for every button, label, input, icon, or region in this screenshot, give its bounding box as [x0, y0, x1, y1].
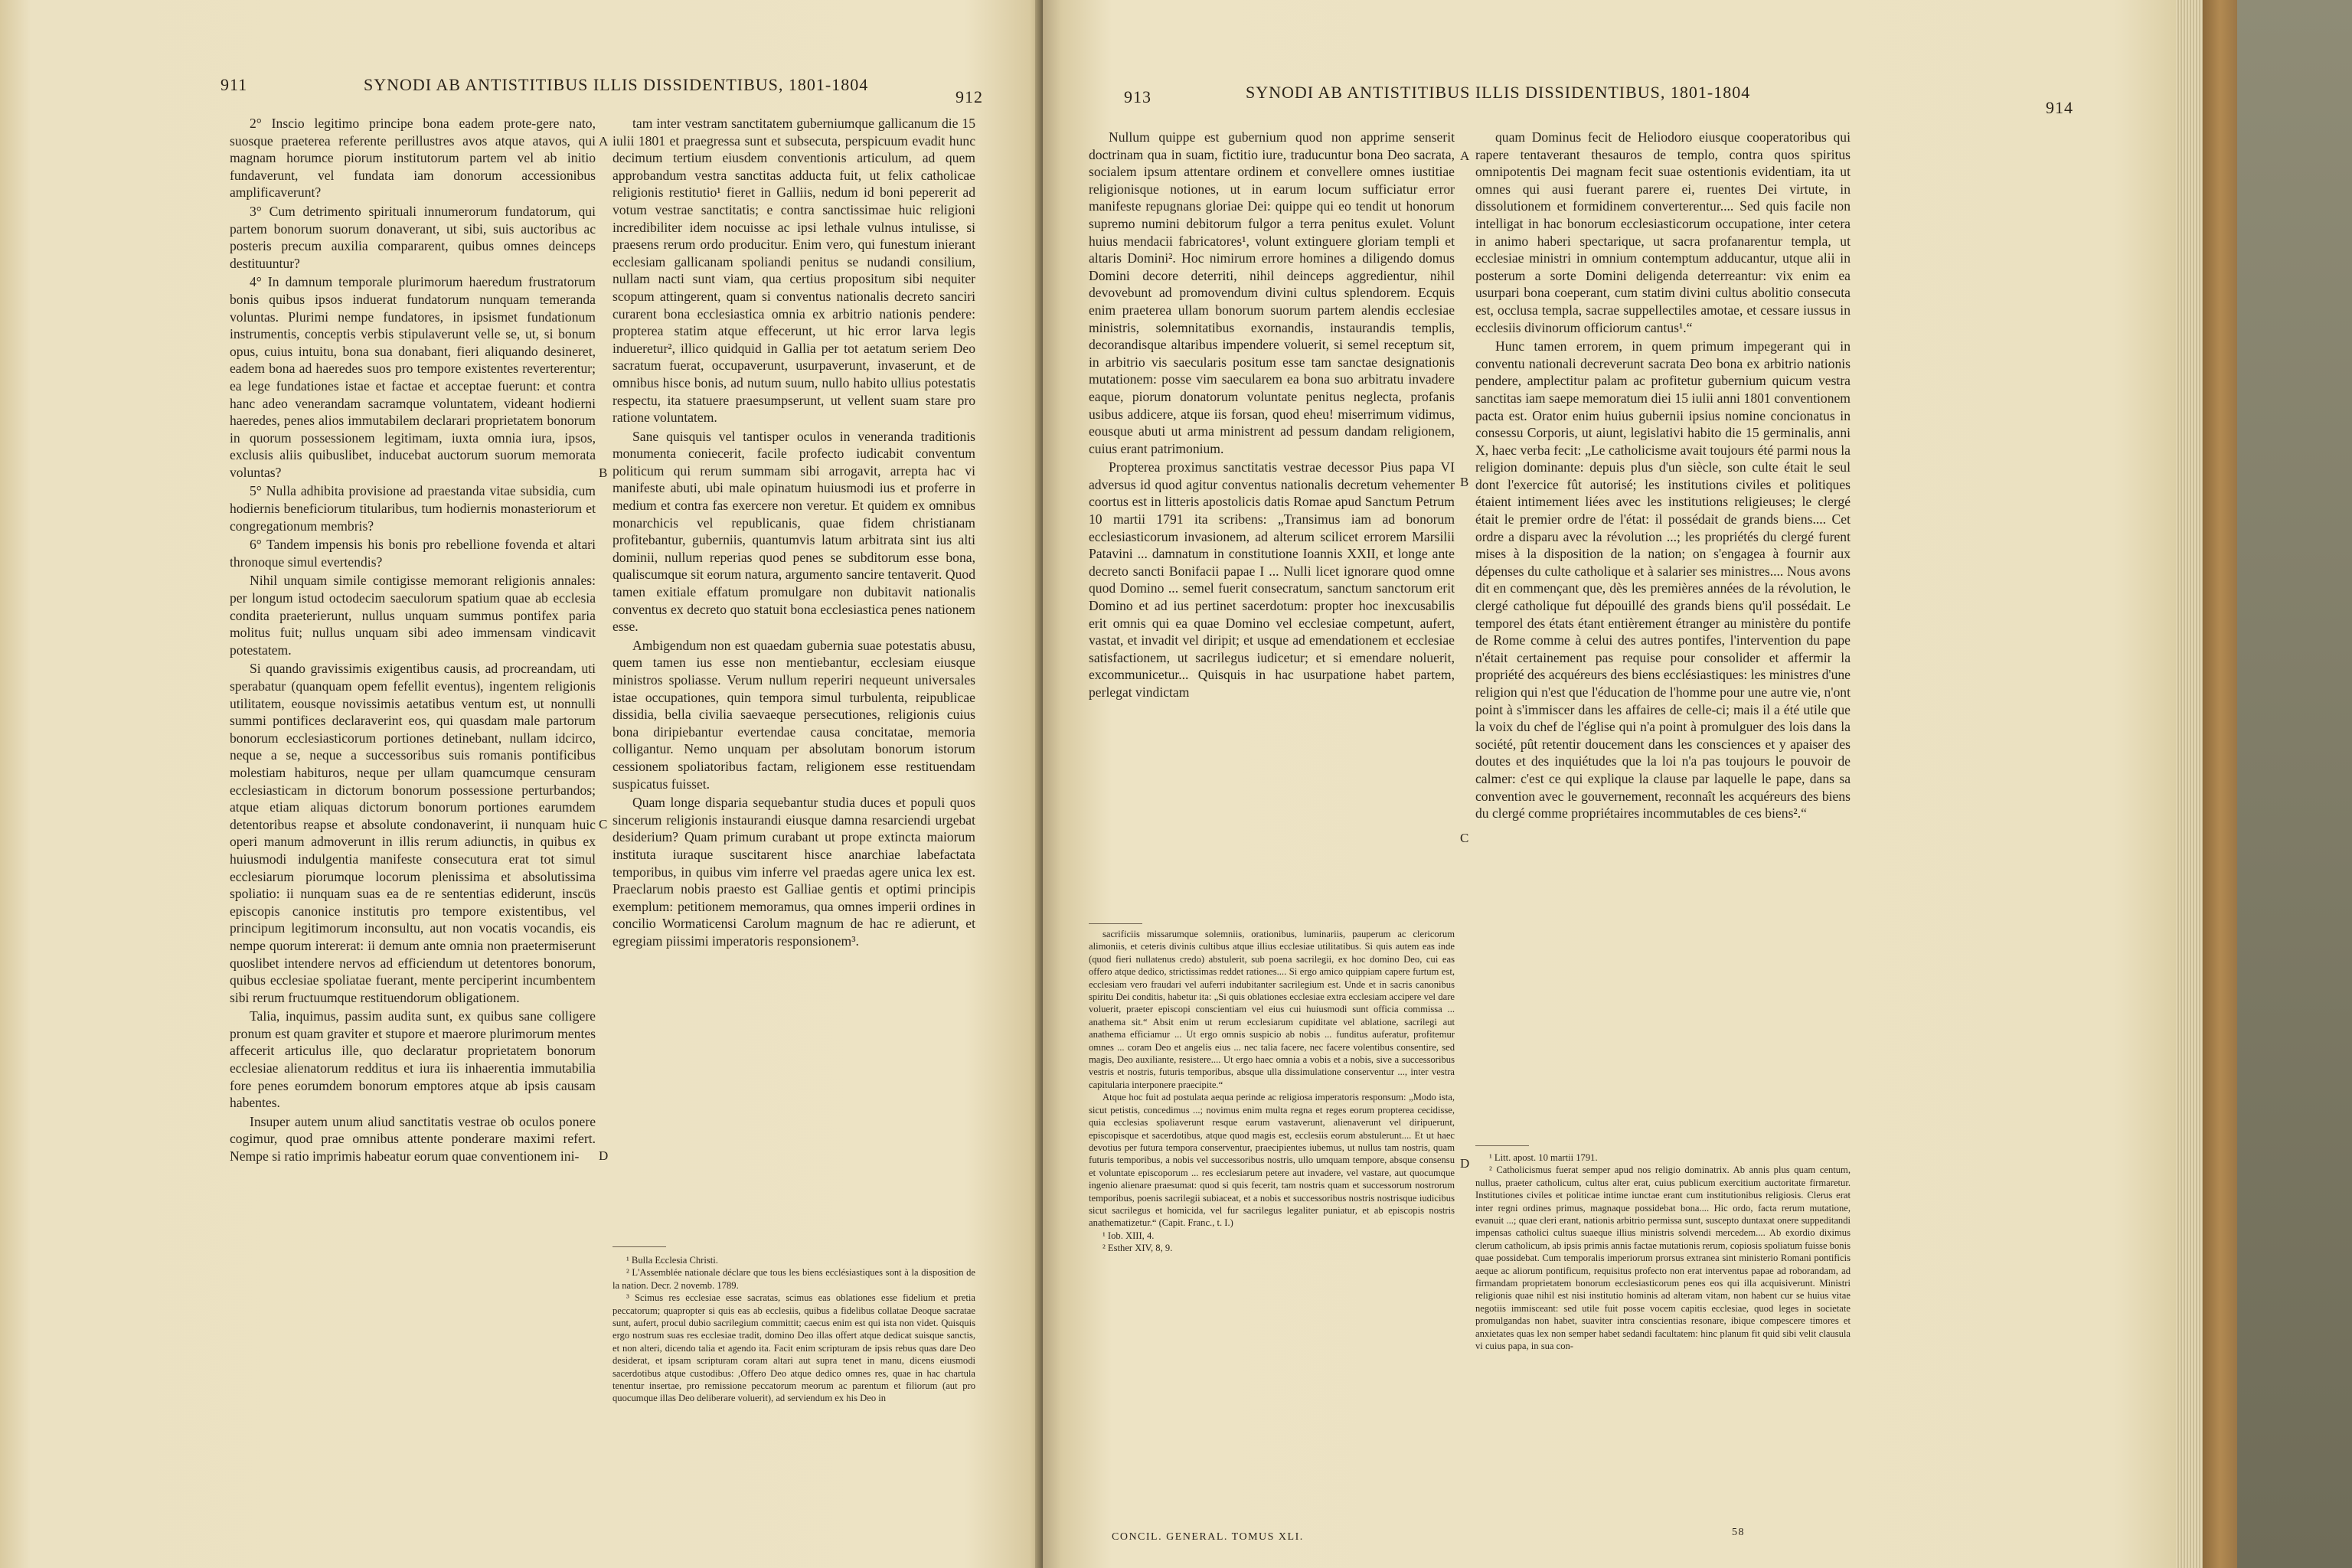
margin-letter-b: B: [599, 466, 608, 480]
paragraph: 3° Cum detrimento spirituali innumerorum fundatorum, qui partem bonorum suorum donaverant, ut sibi, suis auctoribus ac posteris precum auxilia compararent, quibus omnes deinceps destituuntur?: [230, 203, 596, 271]
paragraph: Si quando gravissimis exigentibus causis, ad procreandam, uti sperabatur (quanquam opem fefellit eventus), ingentem religionis utilitatem, eousque novissimis aetatibus ventum est, ut nonnulli summi pontifices declaraverint eos, qui quasdam male partorum bonorum ecclesiasticorum portiones detinebant, nullam idcirco, neque a se, neque a successoribus suis romanis pontificibus molestiam habituros, neque per ullam quamcumque censuram ecclesiasticam in dictorum bonorum possessione perturbandos; atque etiam aliquas dictorum bonorum portiones earumdem detentoribus reapse et absolute condonaverint, ii nunquam huic operi manum admoverunt in illis rerum adiunctis, in quibus ex huiusmodi indulgentia manifeste consecutura erat tot simul ecclesiarum piorumque locorum plenissima et absolutissima spoliatio: ii nunquam suas ea de re sententias ediderunt, inscüs episcopis canonice institutis pro tempore existentibus, vel principum legitimorum inconsultu, aut non vocatis vocandis, eis nempe quorum intererat: ii demum ante omnia non praetermiserunt quoslibet intendere nervos ad efficiendum ut detentores bonorum, quibus ecclesiae spoliatae fuerant, mente perciperint incumbentem sibi rerum fructuumque restituendorum obligationem.: [230, 661, 596, 1005]
book-cover-edge: [2203, 0, 2237, 1568]
page-stack-edge: [2176, 0, 2203, 1568]
paragraph: 4° In damnum temporale plurimorum haeredum frustratorum bonis quibus ipsos induerat fundatorum nunquam temeranda voluntas. Plurimi nempe fundatores, in ipsismet fundationum instrumentis, conceptis verbis stipulaverunt velle se, ut, si bonum opus, cuius intuitu, bona sua donabant, fieri aliquando desineret, eadem bona ad haeredes suos pro tempore existentes reverterentur; ea lege fundationes istae et factae et acceptae fuerunt: et contra hanc adeo venerandam sacramque voluntatem, videant hodierni haeredes, penes alios immutabilem declarari proprietatem bonorum in quorum possessionem legitimam, iuxta omnia iura, ipsos, exclusis aliis quibuslibet, inducebat auctorum suorum memorata voluntas?: [230, 274, 596, 480]
right-column-2: [1475, 129, 1851, 824]
paragraph: tam inter vestram sanctitatem guberniumque gallicanum die 15 iulii 1801 et praegressa sunt et subsecuta, perspicuum evadit hunc decimum tertium eiusdem conventionis articulum, ad quem approbandum vestra sanctitas adducta fuit, ut felix catholicae religionis restitutio¹ fieret in Galliis, nedum id boni pepererit ad votum vestrae sanctitatis; e contra sanctissimae huic religioni incredibiliter idem nocuisse ac ipsi lethale vulnus intulisse, si praesens rerum ordo producitur. Enim vero, qui funestum inierant ecclesiam gallicanam spoliandi penitus se nudandi consilium, nullam nacti sunt viam, qua certius propositum sibi nequiter scopum attingerent, quam si conventus nationalis decreto sanciri curarent bona ecclesiastica omnia ex arbitrio nationis pendere: propterea statim atque effecerunt, ut hic error larva legis indueretur², illico quidquid in Gallia per tot aetatum seriem Deo sacratum fuerat, occupaverunt, usurpaverunt, invaserunt, et de omnibus hisce bonis, ad nutum suum, nullo habito ullius potestatis respectu, ita statuere praesumpserunt, ut vellent suam stare pro ratione voluntatem.: [612, 116, 975, 426]
footnote: ² L'Assemblée nationale déclare que tous les biens ecclésiastiques sont à la disposition de la nation. Decr. 2 novemb. 1789.: [612, 1267, 975, 1291]
footnote: ² Catholicismus fuerat semper apud nos religio dominatrix. Ab annis plus quam centum, nullus, praeter catholicum, cultus alter erat, cuius publicum exercitium auctoritate firmaretur. Institutiones civiles et politicae intime iunctae erant cum institutionibus religiosis. Clerus erat inter regni ordines primus, magnaque possidebat bona.... Hic ordo, facta rerum mutatione, evanuit ...; quae cleri erant, nationis arbitrio permissa sunt, suscepto duntaxat onere suppeditandi impensas catholici cultus suaeque illius ministris solvendi mercedem.... Ab exordio diximus clerum catholicum, ab ipsis primis annis factae mutationis rerum, copiosis spoliatum fuisse bonis quae possidebat. Cum temporalis imperiorum prorsus extranea sint ministerio Romani pontificis aeque ac aliorum pontificum, requisitus profecto non erat interventus papae ad roborandam, ad firmandam proprietatem bonorum ecclesiasticorum penes eos qui illa acquisiverunt. Ministri religionis quae nihil est nisi institutio hominis ad alteram vitam, non habent cur se huius vitae negotiis immisceant: sed utile fuit posse vocem capitis ecclesiae, quod leges in societate promulgandas non habet, suaviter intra conscientias resonare, ibique compescere timores et anxietates quas lex non semper habet sedandi facultatem: hinc planum fit quid sibi velit clausula vi cuius papa, in sua con-: [1475, 1165, 1851, 1352]
table-surface: [2237, 0, 2352, 1568]
margin-letter-b-right: B: [1460, 475, 1469, 489]
left-footnotes: [612, 1254, 975, 1405]
signature-number: 58: [1732, 1527, 1745, 1538]
signature-mark: CONCIL. GENERAL. TOMUS XLI.: [1112, 1531, 1304, 1543]
page-number-911: 911: [220, 75, 248, 94]
paragraph: Hunc tamen errorem, in quem primum impegerant qui in conventu nationali decreverunt sacrata Deo bona ex arbitrio nationis pendere, amplectitur palam ac profitetur gubernium quicum vestra sanctitas iam saepe memoratum diei 15 iulii anni 1801 conventionem pacta est. Orator enim huius gubernii ipsius nomine concionatus in consessu Corporis, ut aiunt, legislativi habito die 15 germinalis, anni X, haec verba fecit: „Le catholicisme avait toujours été parmi nous la religion dominante: depuis plus d'un siècle, son culte était le seul dont l'exercice fût autorisé; les institutions civiles et politiques étaient intimement liées avec les institutions religieuses; le clergé était le premier ordre de l'état: il possédait de grands biens.... Cet ordre a disparu avec la révolution ...; les propriétés du clergé furent mises à la disposition de la nation; on s'engagea à fournir aux dépenses du culte catholique et à salarier ses ministres.... Nous avons dit en commençant que, dès les premières années de la révolution, le clergé catholique fut dépouillé des grands biens qu'il possédait. Le temporel des états étant entièrement étranger au ministère du pontife de Rome comme à celui des autres pontifes, l'intervention du pape n'était certainement pas requise pour consolider et affermir la propriété des acquéreurs des biens ecclésiastiques: les ministres d'une religion qui n'est que l'éducation de l'homme pour une autre vie, n'ont point à s'immiscer dans les affaires de celle-ci; mais il a été utile que la voix du chef de l'église qui n'a point à promulguer des lois dans la société, pût retentir doucement dans les consciences et y apaiser des doutes et des inquiétudes que la loi n'a pas toujours le pouvoir de calmer: c'est ce qui explique la clause par laquelle le pape, dans sa convention avec le gouvernement, reconnaît les acquéreurs des biens du clergé comme propriétaires incommutables de ces biens².“: [1475, 338, 1851, 822]
paragraph: Sane quisquis vel tantisper oculos in veneranda traditionis monumenta coniecerit, facile profecto iudicabit conventum politicum qui rerum summam sibi arrogavit, arrepta hac vi manifeste abuti, ubi male opinatum huiusmodi ius et proferre in medium et contra fas exercere non veretur. Et quidem ex omnibus monarchicis vel republicanis, quae fidem christianam profitebantur, guberniis, quantumvis latum arbitrata sint ius alti dominii, nullum reperias quod penes se subditorum esse bona, qualiscumque sit eorum natura, argumento sancire tentaverit. Quod tamen exitiale effatum promulgare non dubitavit nationalis conventus ex decreto quo statuit bona ecclesiastica penes nationem esse.: [612, 428, 975, 635]
margin-letter-a: A: [599, 134, 609, 149]
running-title-left: SYNODI AB ANTISTITIBUS ILLIS DISSIDENTIBUS, 1801-1804: [364, 75, 869, 94]
paragraph: 2° Inscio legitimo principe bona eadem prote-gere nato, suosque praeterea referente perillustres avos atque atavos, qui magnam horumce piorum institutorum partem vel ab initio fundaverunt, vel fundata iam donorum accessionibus amplificaverunt?: [230, 116, 596, 201]
left-page: [0, 0, 1041, 1568]
left-column-2: [612, 115, 975, 952]
footnote-rule-right: [1089, 923, 1142, 924]
left-column-1: [230, 115, 596, 1167]
footnote: ¹ Bulla Ecclesia Christi.: [626, 1255, 718, 1266]
margin-letter-d-right: D: [1460, 1156, 1470, 1171]
footnote: ² Esther XIV, 8, 9.: [1102, 1243, 1173, 1254]
paragraph: Ambigendum non est quaedam gubernia suae potestatis abusu, quem tamen ius esse non mentiebantur, ecclesiam eiusque ministros spoliasse. Verum nullum reperiri nequeunt universales istae occupationes, quin tempora simul turbulenta, reipublicae dissidia, bella civilia saevaeque persecutiones, religionis cuius bona diripiebantur evertendae causa concitatae, memoria colligantur. Nemo unquam per absolutam bonorum istorum cessionem spoliatoribus factam, religionem esse restituendam suspicatus fuisset.: [612, 637, 975, 792]
page-number-913: 913: [1124, 87, 1152, 106]
paragraph: Nullum quippe est gubernium quod non apprime senserit doctrinam qua in suam, fictitio iure, traducuntur bona Deo sacrata, socialem ipsum attentare ordinem et convellere omnes iustitiae religionisque notiones, ut in earum locum sufficiatur error manifeste repugnans gloriae Dei: quippe qui eo tendit ut honorum supremo numini debitorum fulgor a terra penitus exulet. Volunt huius mendacii fabricatores¹, volunt extinguere gloriam templi et altaris Domini². Hoc nimirum errore homines a diligendo domus Domini decore deterriti, nihil deinceps aggredientur, nihil devovebunt ad promovendum divini cultus splendorem. Ecquis enim praeterea ullam bonorum suorum partem alendis ecclesiae ministris, solemnitatibus exornandis, instaurandis templis, decorandisque altaribus impendere voluerit, si semel receptum sit, in arbitrio vis saecularis positum esse tam sanctae designationis mutationem: posse vim saecularem ea bona suo arbitratu invadere eaque, piorum donatorum voluntate penitus neglecta, profanis usibus addicere, atque iis forsan, quod eheu! miserrimum vidimus, eousque abuti ut arma ministrent ad pessum dandam religionem, cuius erant patrimonium.: [1089, 129, 1455, 456]
margin-letter-a-right: A: [1460, 149, 1470, 163]
footnote-rule: [612, 1246, 666, 1247]
footnote: ¹ Litt. apost. 10 martii 1791.: [1489, 1152, 1598, 1163]
paragraph: Propterea proximus sanctitatis vestrae decessor Pius papa VI adversus id quod agitur conventus nationalis decretum vehementer coortus est in litteris apostolicis datis Romae apud Sanctum Petrum 10 martii 1791 ita scribens: „Transimus iam ad bonorum ecclesiasticorum invasionem, ad alterum scilicet errorem Marsilii Patavini ... damnatum in constitutione Ioannis XXII, et longe ante decreto sancti Bonifacii papae I ... Nulli licet ignorare quod omne quod Domino ... semel fuerit consecratum, sanctum sanctorum erit Domino et ad ius pertinet sacerdotum: propter hoc inexcusabilis erit omnis qui ea quae Domino vel ecclesiae competunt, aufert, vastat, et invadit vel diripit; et usque ad emendationem et ecclesiae satisfactionem, ut sacrilegus iudicetur; et si emendare noluerit, excommunicetur... Quisquis in hac usurpatione habet partem, perlegat vindictam: [1089, 459, 1455, 700]
footnote: ³ Scimus res ecclesiae esse sacratas, scimus eas oblationes esse fidelium et pretia peccatorum; quapropter si quis eas ab ecclesiis, quibus a fidelibus collatae Deoque sacratae sunt, aufert, procul dubio sacrilegium committit; caecus enim est qui ista non videt. Quisquis ergo nostrum suas res ecclesiae tradit, domino Deo illas offert atque dedicat suisque sanctis, et non alteri, dicendo talia et agendo ita. Facit enim scripturam de ipsis rebus quas dare Deo desiderat, et ipsam scripturam coram altari aut supra tenet in manu, dicens eiusmodi sacerdotibus atque custodibus: ,Offero Deo atque dedico omnes res, quae in hac chartula tenentur insertae, pro remissione peccatorum meorum ac parentum et filiorum (aut pro quocumque illas Deo deliberare voluerit), ad serviendum ex his Deo in: [612, 1292, 975, 1404]
paragraph: Talia, inquimus, passim audita sunt, ex quibus sane colligere pronum est quam graviter et stupore et maerore plurimorum mentes affecerit articulus ille, quo declaratur proprietatem bonorum ecclesiae alienatorum redditus et iura iis inhaerentia immutabilia fore penes eorumdem bonorum emptores atque ab ipsis causam habentes.: [230, 1008, 596, 1111]
paragraph: Nihil unquam simile contigisse memorant religionis annales: per longum istud octodecim saeculorum spatium quae ab ecclesia condita praeterierunt, nullus unquam summus pontifex paria molitus fuit; nullus unquam sibi adeo immensam vindicavit potestatem.: [230, 573, 596, 658]
margin-letter-c-right: C: [1460, 831, 1469, 845]
paragraph: 5° Nulla adhibita provisione ad praestanda vitae subsidia, cum hodiernis beneficiorum titularibus, tum hodiernis monasteriorum et congregationum membris?: [230, 483, 596, 534]
margin-letter-d: D: [599, 1148, 609, 1163]
right-column-1: [1089, 129, 1455, 703]
paragraph: Quam longe disparia sequebantur studia duces et populi quos sincerum religionis instaurandi eiusque damna resarciendi urgebat desiderium? Quam primum curabant ut prope extincta maiorum instituta iuraque suscitarent hisce anarchiae labefactata temporibus, in quibus vim inferre vel praedas agere unica lex est. Praeclarum nobis praesto est Galliae gentis et optimi principis exemplum: petitionem memoramus, qua omnes imperii ordines in concilio Wormaticensi Carolum magnum de hac re adierunt, et egregiam piissimi imperatoris responsionem³.: [612, 795, 975, 949]
footnote: ¹ Iob. XIII, 4.: [1102, 1230, 1155, 1241]
right-footnotes-2: [1475, 1152, 1851, 1353]
margin-letter-c: C: [599, 817, 608, 831]
page-number-914: 914: [2046, 98, 2073, 117]
paragraph: Insuper autem unum aliud sanctitatis vestrae ob oculos ponere cogimur, quod prae omnibus attente ponderare maximi refert. Nempe si ratio imprimis habeatur eorum quae conventionem ini-: [230, 1113, 596, 1165]
paragraph: quam Dominus fecit de Heliodoro eiusque cooperatoribus qui rapere tentaverant thesauros de templo, contra quos spiritus omnipotentis Dei magnam fecit suae ostentionis evidentiam, ita ut omnes qui ausi fuerant parere ei, ruentes Dei virtute, in dissolutionem et formidinem converterentur.... Sed quis facile non intelligat in hac bonorum ecclesiasticorum occupatione, inter cetera in animo haberi spectarique, ut sacra profanarentur templa, ut ecclesiae ministri in omnium contemptum adducantur, utque alii in posterum a sorte Domini deligenda deterreantur: vix enim ea usurpari bona coeperant, cum statim divini cultus abolitio consecuta est, occlusa templa, sacrae suppellectiles amotae, et cessare iussus in ecclesiis divinorum officiorum cantus¹.“: [1475, 129, 1851, 335]
paragraph: 6° Tandem impensis his bonis pro rebellione fovenda et altari thronoque simul evertendis?: [230, 537, 596, 570]
right-page: [1043, 0, 2176, 1568]
right-footnotes-1: [1089, 928, 1455, 1255]
running-title-right: SYNODI AB ANTISTITIBUS ILLIS DISSIDENTIBUS, 1801-1804: [1246, 83, 1751, 102]
page-number-912: 912: [956, 87, 983, 106]
footnote: Atque hoc fuit ad postulata aequa perinde ac religiosa imperatoris responsum: „Modo ista, sicut petistis, concedimus ...; novimus enim multa regna et reges eorum propterea cecidisse, quia ecclesias spoliaverunt resque earum vastaverunt, alienaverunt vel diripuerunt, episcopisque et sacerdotibus, atque quod magis est, ecclesiis eorum abstulerunt.... Et ut haec devotius per futura tempora conserventur, praecipientes iubemus, ut nullus tam nostris, quam futuris temporibus, a nobis vel successoribus nostris, ullo umquam tempore, absque consensu et voluntate episcoporum ... res ecclesiarum petere aut invadere, vel vastare, aut quocumque ingenio alienare praesumat: quod si quis fecerit, tam nostris quam et successorum nostrorum temporibus, poenis sacrilegii subiaceat, et a nobis et successoribus nostris nostrisque iudicibus sicut sacrilegus et homicida, vel fur sacrilegus legaliter puniatur, et ab episcopis nostris anathematizetur.“ (Capit. Franc., t. I.): [1089, 1092, 1455, 1229]
footnote-rule-right-2: [1475, 1145, 1529, 1146]
footnote: sacrificiis missarumque solemniis, orationibus, luminariis, pauperum ac clericorum alimoniis, et ceteris divinis cultibus atque illius ecclesiae utilitatibus. Si quis autem eas inde (quod fieri nullatenus credo) abstulerit, sub poena sacrilegii, ex hoc domino Deo, cui eas offero atque dedico, strictissimas reddet rationes.... Si ergo amico quippiam capere furtum est, ecclesiam vero fraudari vel auferri indubitanter sacrilegium est. Unde et in sacris canonibus spiritu Dei conditis, habetur ita: „Si quis oblationes ecclesiae extra ecclesiam accipere vel dare voluerit, praeter episcopi conscientiam vel eius cui huiusmodi sunt officia commissa ... anathema sit.“ Absit enim ut rerum ecclesiarum cupiditate vel ablatione, sacrilegi aut anathema efficiamur ... Ut ergo omnis suspicio ab nobis ... funditus auferatur, profitemur omnes ... coram Deo et angelis eius ... nec talia facere, nec facere volentibus consentire, sed magis, Deo auxiliante, resistere.... Ut ergo haec omnia a vobis et a nobis, sive a successoribus vestris et nostris, futuris temporibus, absque ulla dissimulatione conserventur ..., inter vestra capitularia interponere praecipite.“: [1089, 929, 1455, 1090]
